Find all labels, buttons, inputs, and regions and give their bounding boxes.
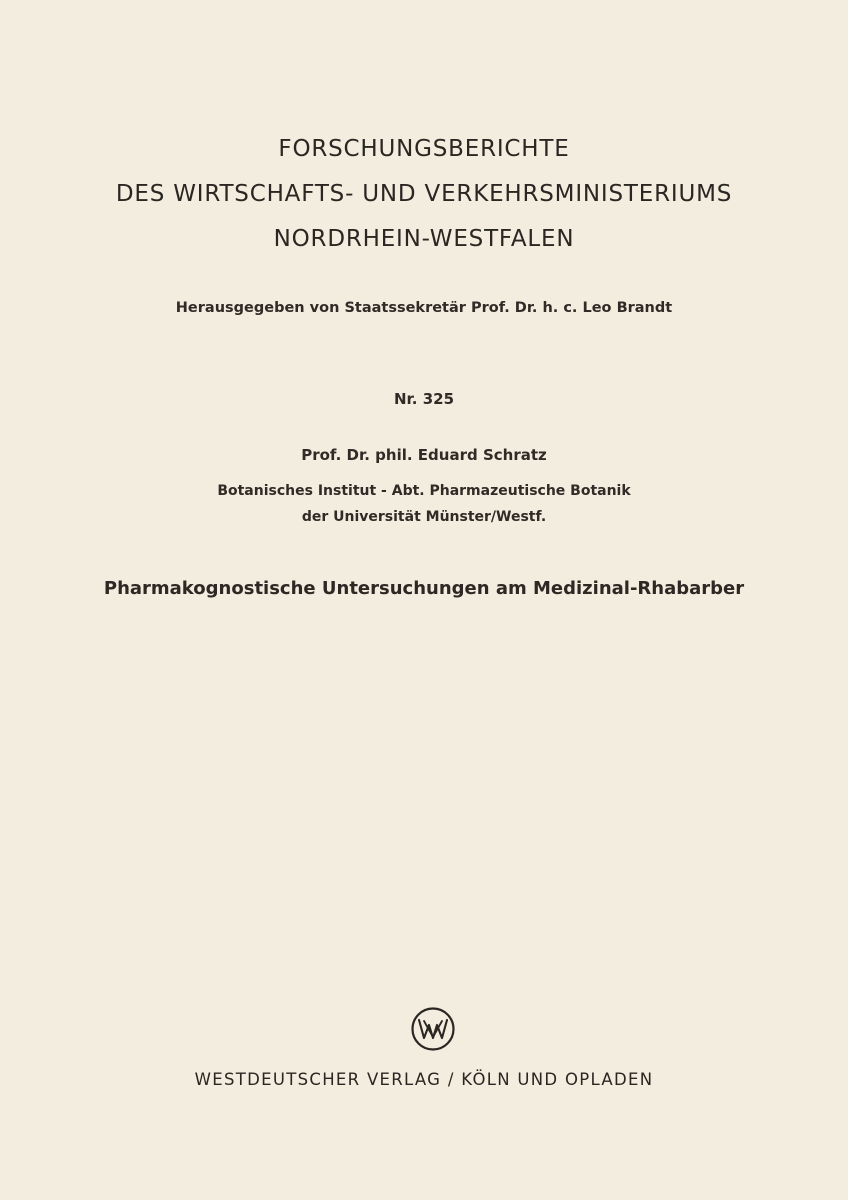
institution-line-1: Botanisches Institut - Abt. Pharmazeutische Botanik — [217, 483, 631, 499]
series-title-line-2: DES WIRTSCHAFTS- UND VERKEHRSMINISTERIUMS — [115, 181, 733, 207]
series-title-line-1: FORSCHUNGSBERICHTE — [278, 136, 570, 162]
institution-line-2: der Universität Münster/Westf. — [301, 509, 547, 525]
wv-publisher-logo-icon — [410, 1006, 456, 1052]
publisher-line: WESTDEUTSCHER VERLAG / KÖLN UND OPLADEN — [194, 1070, 654, 1089]
editor-line: Herausgegeben von Staatssekretär Prof. Dr. h. c. Leo Brandt — [175, 300, 673, 316]
author-institution — [0, 478, 848, 530]
report-number: Nr. 325 — [393, 390, 455, 408]
series-title — [0, 127, 848, 262]
work-title: Pharmakognostische Untersuchungen am Medizinal-Rhabarber — [103, 578, 745, 599]
series-title-line-3: NORDRHEIN-WESTFALEN — [273, 226, 575, 252]
author-name: Prof. Dr. phil. Eduard Schratz — [301, 446, 547, 464]
